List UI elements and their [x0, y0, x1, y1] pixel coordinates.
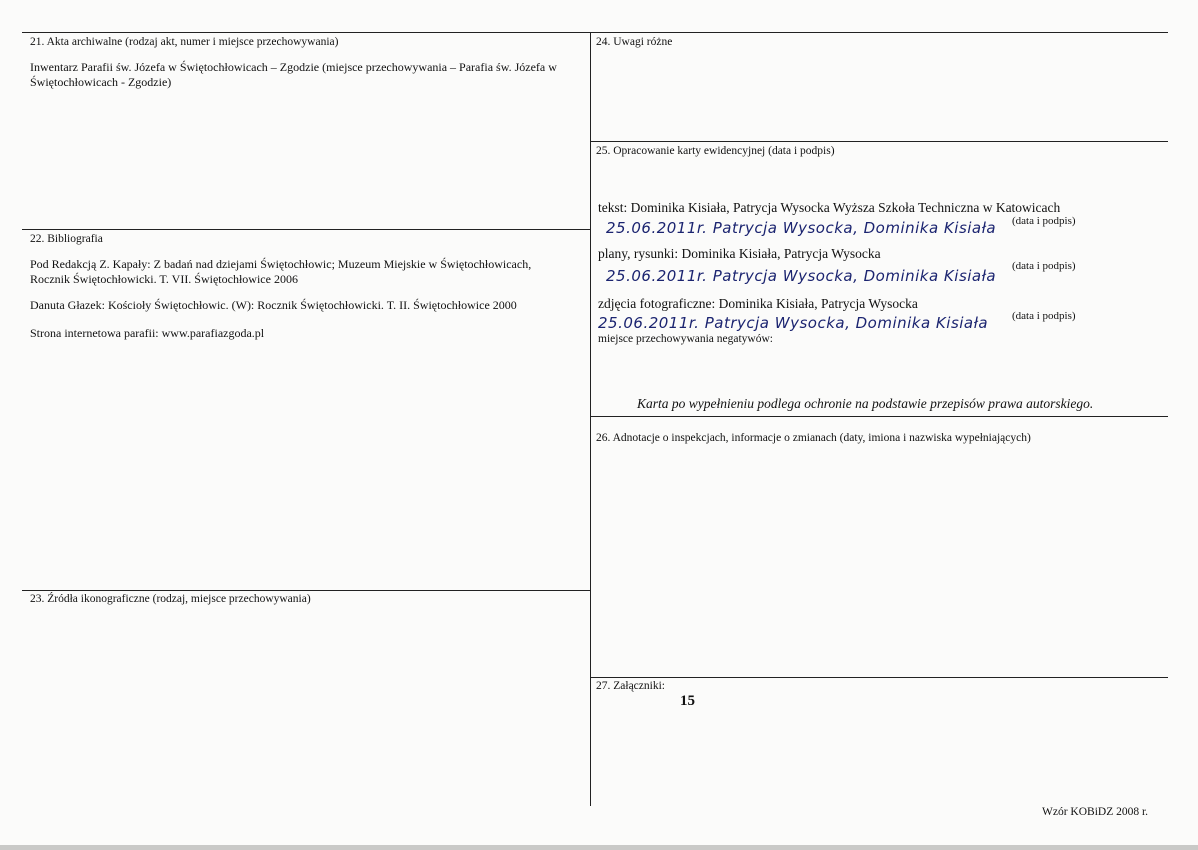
divider-25-26 — [590, 416, 1168, 417]
section-27-label: 27. Załączniki: — [596, 680, 665, 692]
bibliography-entry: Pod Redakcją Z. Kapały: Z badań nad dziejami Świętochłowic; Muzeum Miejskie w Świętochłowicach, Rocznik Świętochłowicki. T. VII. Świętochłowice 2006 — [30, 257, 532, 286]
divider-21-22 — [22, 229, 590, 230]
section-22-label: 22. Bibliografia — [30, 233, 103, 245]
section-26-label: 26. Adnotacje o inspekcjach, informacje o zmianach (daty, imiona i nazwiska wypełniających) — [596, 432, 1031, 444]
divider-22-23 — [22, 590, 590, 591]
drawings-line: plany, rysunki: Dominika Kisiała, Patrycja Wysocka — [598, 246, 881, 261]
data-podpis-note: (data i podpis) — [1012, 260, 1076, 272]
data-podpis-note: (data i podpis) — [1012, 310, 1076, 322]
data-podpis-note: (data i podpis) — [1012, 215, 1076, 227]
section-24-label: 24. Uwagi różne — [596, 36, 673, 48]
section-25-label: 25. Opracowanie karty ewidencyjnej (data i podpis) — [596, 145, 835, 157]
form-template-footer: Wzór KOBiDZ 2008 r. — [1042, 806, 1149, 818]
photos-line: zdjęcia fotograficzne: Dominika Kisiała, Patrycja Wysocka — [598, 296, 918, 311]
section-21-text: Inwentarz Parafii św. Józefa w Świętochłowicach – Zgodzie (miejsce przechowywania – Parafia św. Józefa w Świętochłowicach - Zgodzie) — [30, 60, 557, 89]
divider-26-27 — [590, 677, 1168, 678]
copyright-notice: Karta po wypełnieniu podlega ochronie na podstawie przepisów prawa autorskiego. — [637, 396, 1094, 411]
divider-24-25 — [590, 141, 1168, 142]
section-21-label: 21. Akta archiwalne (rodzaj akt, numer i miejsce przechowywania) — [30, 36, 339, 48]
handwritten-signature: 25.06.2011r. Patrycja Wysocka, Dominika Kisiała — [598, 314, 989, 332]
bibliography-entry: Strona internetowa parafii: www.parafiazgoda.pl — [30, 326, 265, 340]
attachments-count: 15 — [680, 693, 695, 709]
author-text-line: tekst: Dominika Kisiała, Patrycja Wysocka Wyższa Szkoła Techniczna w Katowicach — [598, 200, 1061, 215]
handwritten-signature: 25.06.2011r. Patrycja Wysocka, Dominika Kisiała — [606, 219, 997, 237]
negatives-location-label: miejsce przechowywania negatywów: — [598, 333, 773, 345]
column-divider — [590, 32, 591, 806]
top-border-line — [22, 32, 1168, 33]
bibliography-entry: Danuta Głazek: Kościoły Świętochłowic. (W): Rocznik Świętochłowicki. T. II. Świętochłowice 2000 — [30, 298, 517, 312]
handwritten-signature: 25.06.2011r. Patrycja Wysocka, Dominika Kisiała — [606, 267, 997, 285]
section-23-label: 23. Źródła ikonograficzne (rodzaj, miejsce przechowywania) — [30, 593, 311, 605]
